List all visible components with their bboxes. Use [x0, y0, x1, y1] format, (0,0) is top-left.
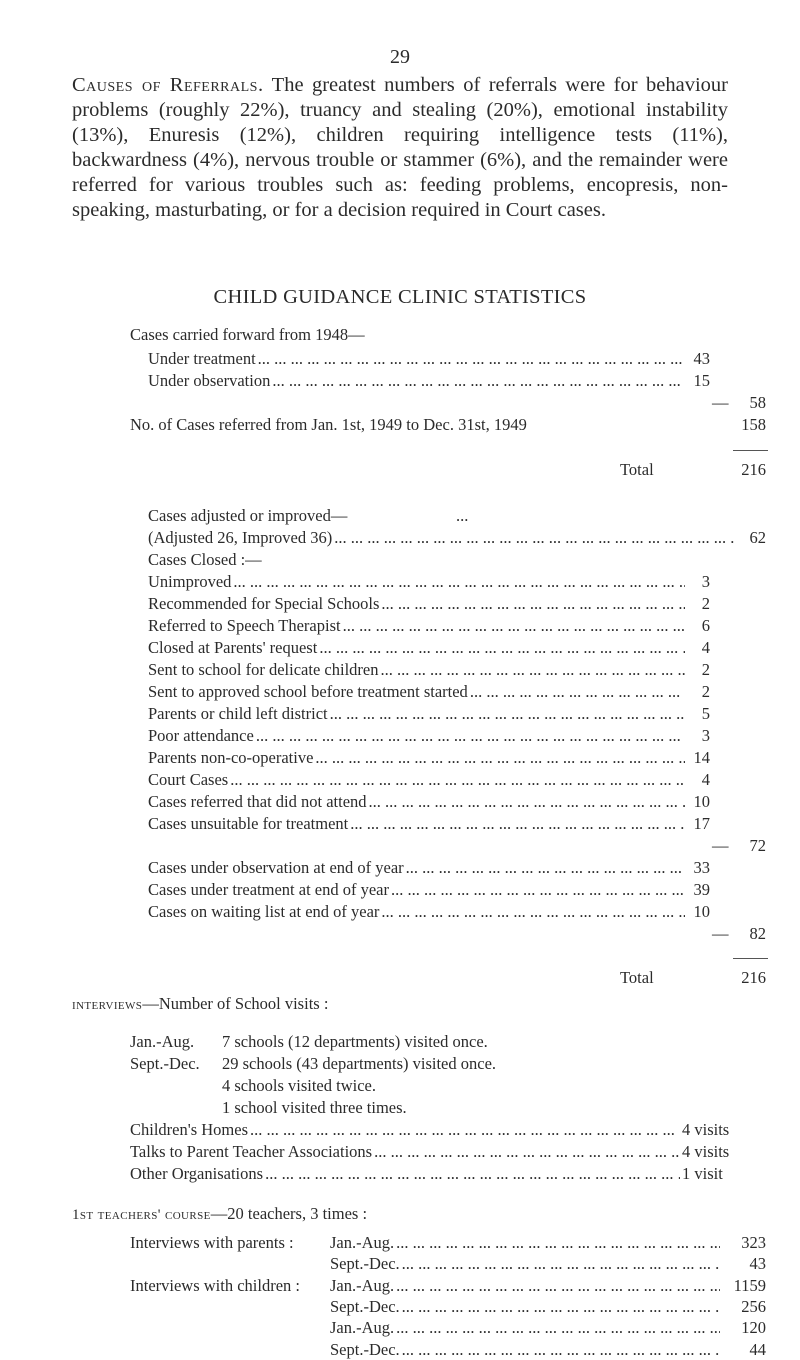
closed-item: Recommended for Special Schools ... . [148, 594, 685, 614]
interviews-text: —Number of School visits : [142, 994, 329, 1013]
referred-value: 158 [741, 415, 766, 434]
intro-heading: Causes of Referrals. [72, 74, 264, 96]
interviews-period-row: Sept.-Dec. ... . [330, 1340, 720, 1360]
closed-item: Parents non-co-operative ... . [148, 748, 685, 768]
total-value: 216 [741, 968, 766, 987]
page-title: CHILD GUIDANCE CLINIC STATISTICS [213, 286, 587, 308]
interviews-line [72, 994, 328, 1015]
under-treatment-row: Under treatment ... . [148, 349, 685, 369]
closed-item: Unimproved ... . [148, 572, 685, 592]
intro-text: The greatest numbers of referrals were for behaviour problems (roughly 22%), truancy and stealing (20%), emotional instability (13%), Enuresis (12%), children requiring intelligence tests (11%), backwardness (4%), nervous trouble or stammer (6%), and the remainder were referred for various troubles such as: feeding problems, encopresis, non-speaking, masturbating, or for a decision required in Court cases. [72, 74, 728, 221]
closed-item: Sent to approved school before treatment started ... . [148, 682, 685, 702]
closed-item: Cases unsuitable for treatment ... . [148, 814, 685, 834]
visit-period: Sept.-Dec. [130, 1054, 200, 1073]
total-rule [733, 450, 768, 451]
visit-text: 7 schools (12 departments) visited once. [222, 1032, 488, 1051]
interviews-value: 43 [749, 1254, 766, 1274]
interviews-value: 256 [741, 1297, 766, 1317]
interviews-value: 44 [749, 1339, 766, 1359]
carried-forward-subtotal: 58 [749, 393, 766, 412]
total-label: Total [620, 460, 654, 479]
end-of-year-value: 10 [693, 902, 710, 921]
cases-closed-label: Cases Closed :— [148, 550, 262, 569]
closed-subtotal: 72 [749, 836, 766, 855]
interviews-period-row: Jan.-Aug. ... . [330, 1276, 720, 1296]
end-of-year-item: Cases under treatment at end of year ... . [148, 880, 685, 900]
adjusted-trail: ... [456, 506, 469, 525]
teachers-text: —20 teachers, 3 times : [210, 1204, 368, 1223]
closed-item-value: 4 [701, 638, 710, 657]
end-of-year-item: Cases on waiting list at end of year ... . [148, 902, 685, 922]
subtotal-dash: — [712, 393, 729, 412]
closed-item-value: 2 [701, 682, 710, 701]
visits-value: 4 visits [682, 1120, 730, 1139]
adjusted-label: Cases adjusted or improved— [148, 506, 348, 525]
closed-item-value: 10 [693, 792, 710, 811]
closed-item-value: 6 [701, 616, 710, 635]
interviews-period-row: Sept.-Dec. ... . [330, 1297, 720, 1317]
closed-item: Court Cases ... . [148, 770, 685, 790]
visit-text: 29 schools (43 departments) visited once. [222, 1054, 497, 1073]
total-label: Total [620, 968, 654, 987]
interviews-value: 1159 [733, 1275, 766, 1295]
teachers-heading: 1st teachers' course [72, 1207, 211, 1223]
visits-value: 4 visits [682, 1142, 730, 1161]
end-of-year-item: Cases under observation at end of year ... . [148, 858, 685, 878]
referred-label: No. of Cases referred from Jan. 1st, 1949 to Dec. 31st, 1949 [130, 415, 527, 434]
interviews-value: 120 [741, 1318, 766, 1338]
closed-item-value: 14 [693, 748, 710, 767]
closed-item: Referred to Speech Therapist ... . [148, 616, 685, 636]
end-of-year-value: 39 [693, 880, 710, 899]
interviews-value: 323 [741, 1233, 766, 1252]
visits-row: Children's Homes ... . [130, 1120, 680, 1140]
closed-item: Cases referred that did not attend ... . [148, 792, 685, 812]
subtotal-dash: — [712, 836, 729, 855]
intro-paragraph [72, 73, 728, 223]
closed-item: Poor attendance ... . [148, 726, 685, 746]
end-of-year-subtotal: 82 [749, 924, 766, 943]
under-observation-value: 15 [693, 371, 710, 390]
closed-item: Closed at Parents' request ... . [148, 638, 685, 658]
under-observation-row: Under observation ... . [148, 371, 685, 391]
total-rule [733, 958, 768, 959]
interviews-group: Interviews with children : [130, 1275, 300, 1295]
closed-item-value: 17 [693, 814, 710, 833]
closed-item-value: 5 [701, 704, 710, 723]
adjusted-detail-row: (Adjusted 26, Improved 36) ... . [148, 528, 735, 548]
under-treatment-value: 43 [693, 349, 710, 368]
visit-period: Jan.-Aug. [130, 1032, 195, 1051]
adjusted-value: 62 [749, 528, 766, 547]
visits-value: 1 visit [682, 1164, 723, 1183]
subtotal-dash: — [712, 924, 729, 943]
closed-item-value: 2 [701, 594, 710, 613]
visits-row: Talks to Parent Teacher Associations ... . [130, 1142, 680, 1162]
interviews-group: Interviews with parents : [130, 1233, 294, 1252]
closed-item: Parents or child left district ... . [148, 704, 685, 724]
interviews-heading: interviews [72, 997, 143, 1013]
closed-item-value: 2 [701, 660, 710, 679]
teachers-course-line [72, 1204, 367, 1225]
interviews-period-row: Jan.-Aug. ... . [330, 1318, 720, 1338]
closed-item-value: 4 [701, 770, 710, 789]
carried-forward-label: Cases carried forward from 1948— [130, 325, 365, 344]
visit-text: 1 school visited three times. [222, 1098, 407, 1117]
closed-item-value: 3 [701, 726, 710, 745]
interviews-period-row: Jan.-Aug. ... . [330, 1233, 720, 1253]
visit-text: 4 schools visited twice. [222, 1076, 376, 1095]
end-of-year-value: 33 [693, 858, 710, 877]
interviews-period-row: Sept.-Dec. ... . [330, 1254, 720, 1274]
total-value: 216 [741, 460, 766, 479]
closed-item: Sent to school for delicate children ... . [148, 660, 685, 680]
closed-item-value: 3 [701, 572, 710, 591]
visits-row: Other Organisations ... . [130, 1164, 680, 1184]
page-number: 29 [390, 46, 410, 68]
